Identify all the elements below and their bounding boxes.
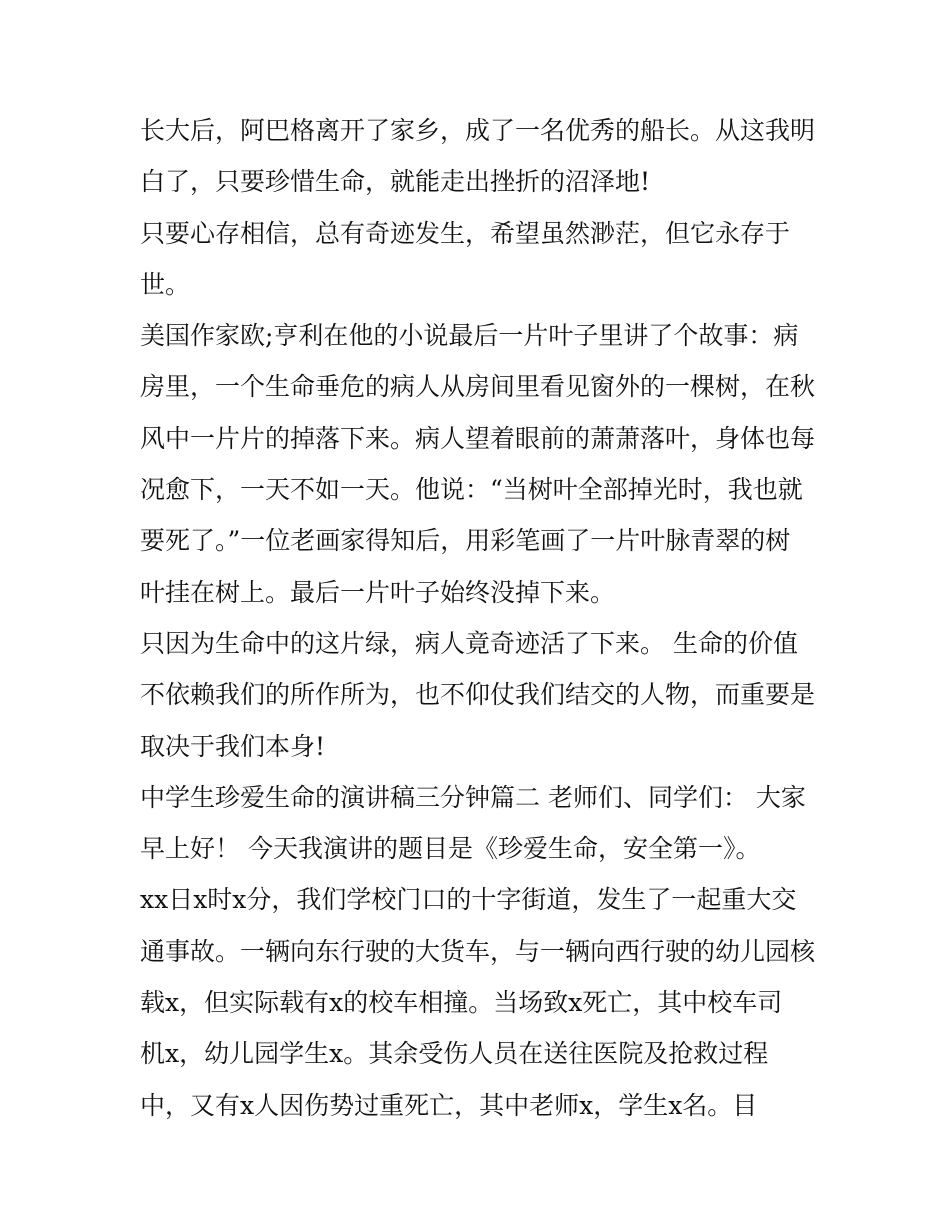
text-line: 房里，一个生命垂危的病人从房间里看见窗外的一棵树，在秋 xyxy=(140,372,816,402)
text-line: 早上好！ 今天我演讲的题目是《珍爱生命，安全第一》。 xyxy=(140,834,761,864)
text-line: xx日x时x分，我们学校门口的十字街道，发生了一起重大交 xyxy=(140,885,797,915)
text-line: 不依赖我们的所作所为，也不仰仗我们结交的人物，而重要是 xyxy=(140,680,816,710)
text-line: 要死了。”一位老画家得知后，用彩笔画了一片叶脉青翠的树 xyxy=(140,526,791,556)
text-line: 通事故。一辆向东行驶的大货车，与一辆向西行驶的幼儿园核 xyxy=(140,936,816,966)
text-line: 世。 xyxy=(140,269,191,299)
text-line: 中，又有x人因伤势过重死亡，其中老师x，学生x名。目 xyxy=(140,1090,758,1120)
text-line: 机x，幼儿园学生x。其余受伤人员在送往医院及抢救过程 xyxy=(140,1039,769,1069)
text-line: 取决于我们本身! xyxy=(140,731,326,761)
body-text xyxy=(140,105,820,1131)
text-line: 况愈下，一天不如一天。他说：“当树叶全部掉光时，我也就 xyxy=(140,475,803,505)
text-line: 只因为生命中的这片绿，病人竟奇迹活了下来。 生命的价值 xyxy=(140,628,798,658)
text-line: 中学生珍爱生命的演讲稿三分钟篇二 老师们、同学们： 大家 xyxy=(140,782,806,812)
text-line: 载x，但实际载有x的校车相撞。当场致x死亡，其中校车司 xyxy=(140,988,783,1018)
text-line: 只要心存相信，总有奇迹发生，希望虽然渺茫，但它永存于 xyxy=(140,218,791,248)
text-line: 美国作家欧;亨利在他的小说最后一片叶子里讲了个故事：病 xyxy=(140,321,799,351)
text-line: 风中一片片的掉落下来。病人望着眼前的萧萧落叶，身体也每 xyxy=(140,423,816,453)
text-line: 叶挂在树上。最后一片叶子始终没掉下来。 xyxy=(140,577,616,607)
text-line: 白了，只要珍惜生命，就能走出挫折的沼泽地! xyxy=(140,167,651,197)
text-line: 长大后，阿巴格离开了家乡，成了一名优秀的船长。从这我明 xyxy=(140,116,816,145)
